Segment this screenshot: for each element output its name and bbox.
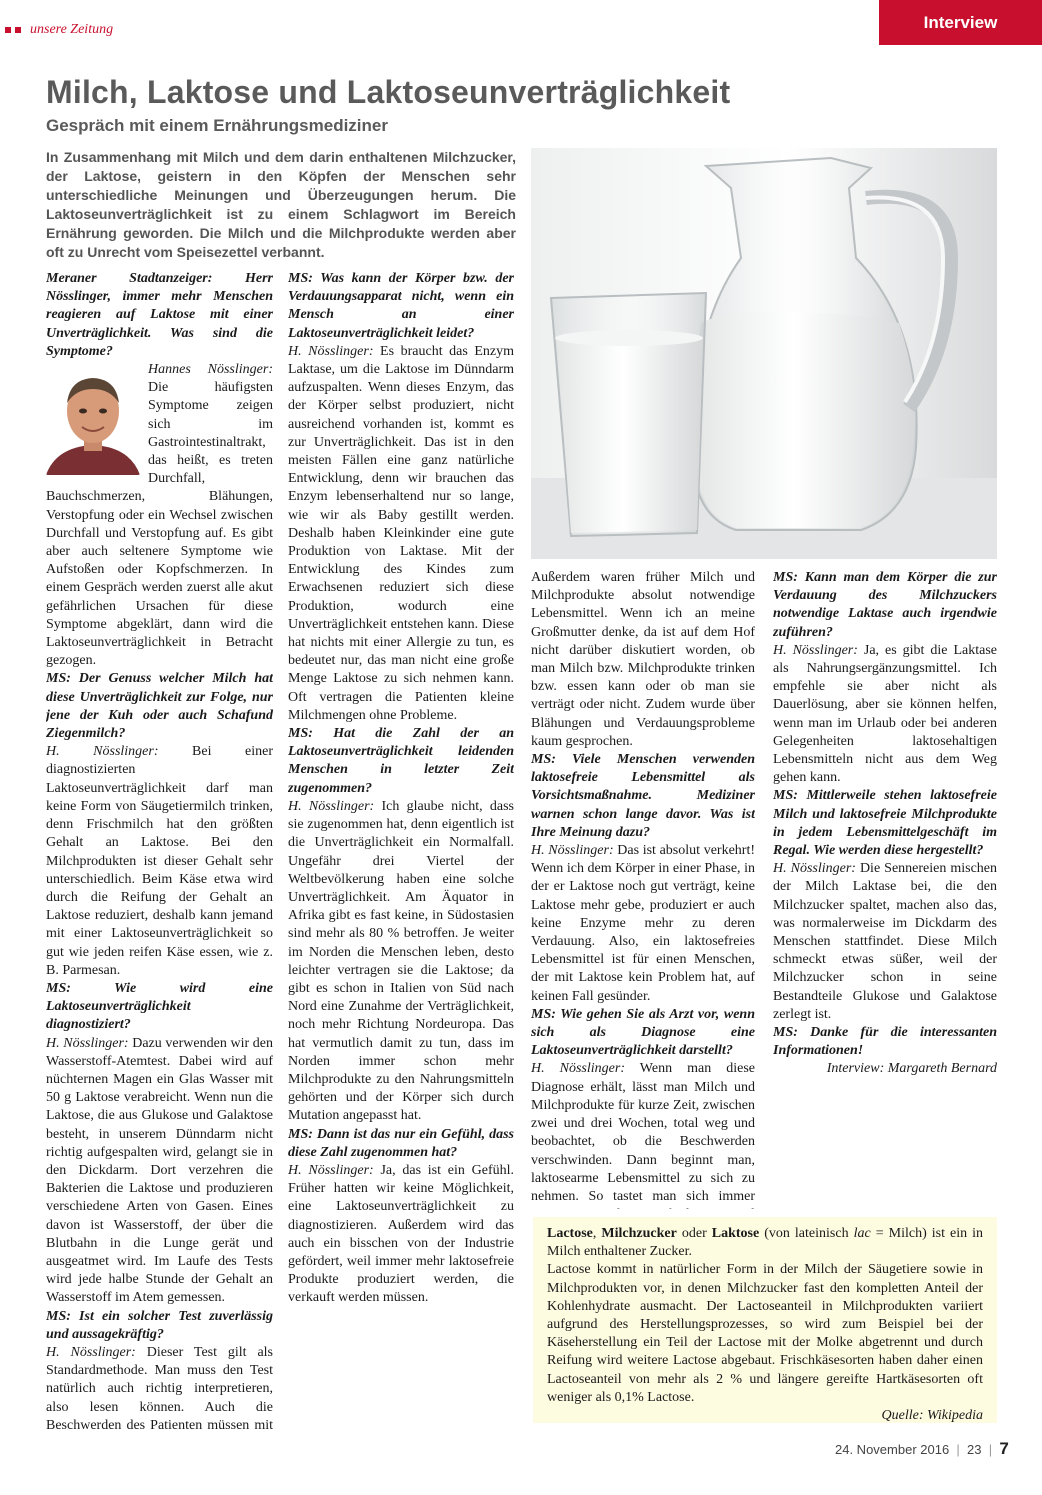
answer-text: Hannes Nösslinger: Die häufigsten Symptome zeigen sich im Gastrointestinaltrakt, das heißt, es treten Durchfall, Bauchschmerzen, Blähungen, Verstopfung oder ein Wechsel zwischen Durchfall und Verstopfung auf. Es gibt aber auch seltenere Symptome wie Aufstoßen oder Kopfschmerzen. In einem Gespräch werden zuerst alle akut gefährlichen Ursachen für diese Symptome abgeklärt, dann wird die Laktoseunverträglichkeit in Betracht gezogen.	[46, 362, 273, 669]
article-column-3	[531, 569, 755, 1209]
speaker-label: H. Nösslinger:	[46, 744, 159, 760]
info-definition: Lactose, Milchzucker oder Laktose (von lateinisch lac = Milch) ist ein in Milch enthaltener Zucker.	[547, 1226, 984, 1260]
answer-text: H. Nösslinger: Wenn man diese Diagnose erhält, lässt man Milch und Milchprodukte für kurze Zeit, zwischen zwei und drei Wochen, total weg und beobachtet, ob die Beschwerden verschwinden. Dann beginnt man, laktosearme Lebensmittel zu sich zu nehmen. So tastet man sich immer	[531, 1061, 755, 1204]
question-text: MS: Was kann der Körper bzw. der Verdauungsapparat nicht, wenn ein Mensch an einer Laktoseunverträglichkeit leidet?	[288, 271, 514, 341]
article-column-2	[288, 270, 514, 1435]
logo-square-icon	[5, 27, 11, 33]
answer-text: H. Nösslinger: Es braucht das Enzym Laktase, um die Laktose im Dünndarm aufzuspalten. Wenn dieses Enzym, das der Körper selbst produziert, nicht ausreichend vorhanden ist, kommt es zur Unverträglichkeit. Das ist in den meisten Fällen eine ganz natürliche Entwicklung, denn wir brauchen das Enzym lebenserhaltend nur so lange, wie wir als Baby gestillt werden. Deshalb haben Kleinkinder eine gute Produktion von Laktase. Mit der Entwicklung des Kindes zum Erwachsenen reduziert sich diese Produktion, wodurch eine Unverträglichkeit entstehen kann. Diese hat nichts mit einer Allergie zu tun, es bedeutet nur, das man nicht eine große Menge Laktose zu sich nehmen kann. Oft vertragen die Patienten kleine Milchmengen ohne Probleme.	[288, 343, 514, 723]
speaker-label: H. Nösslinger:	[46, 1344, 136, 1360]
info-source: Quelle: Wikipedia	[881, 1408, 983, 1424]
answer-text: H. Nösslinger: Das ist absolut verkehrt! Wenn ich dem Körper in einer Phase, in der er Laktose noch gut verträgt, keine Laktose mehr gebe, produziert er auch keine Enzyme mehr zu deren Verdauung. Also, ein laktosefreies Lebensmittel ist für einen Menschen, der mit Laktose kein Problem hat, auf keinen Fall gesünder.	[531, 843, 755, 1004]
milk-jug-photo	[531, 148, 997, 559]
answer-text: H. Nösslinger: Ich glaube nicht, dass sie zugenommen hat, denn eigentlich ist die Unverträglichkeit ein Normalfall. Ungefähr drei Viertel der Weltbevölkerung haben eine solche Unverträglichkeit. Am Äquator in Afrika gibt es fast keine, in Südostasien sind mehr als 80 % betroffen. Je weiter im Norden die Menschen leben, desto leichter vertragen sie die Laktose; da gibt es schon in Italien von Süd nach Nord eine Zunahme der Verträglichkeit, noch mehr Richtung Nordeuropa. Das hat vermutlich damit zu tun, dass im Norden immer schon mehr Milchprodukte zu den Nahrungsmitteln gehörten und der Körper sich durch Mutation angepasst hat.	[288, 798, 514, 1124]
question-text: MS: Viele Menschen verwenden laktosefreie Lebensmittel als Vorsichtsmaßnahme. Mediziner warnen schon lange davor. Was ist Ihre Meinung dazu?	[531, 752, 755, 840]
interviewee-portrait	[46, 365, 140, 475]
speaker-label: Hannes Nösslinger:	[148, 362, 273, 378]
page-footer: 24. November 2016 | 23 | 7	[835, 1439, 1009, 1458]
publication-logo	[5, 22, 113, 38]
info-body: Lactose kommt in natürlicher Form in der Milch der Säugetiere sowie in Milchprodukten vor, in denen Milchzucker fast den kompletten Anteil der Kohlenhydrate ausmacht. Der Lactoseanteil in Milchprodukten variiert aufgrund des Herstellungsprozesses, so wird zum Beispiel bei der Käseherstellung ein Teil der Lactose mit der Molke abgetrennt und durch Reifung wird weitere Lactose abgebaut. Frischkäsesorten haben daher einen Lactoseanteil von mehr als 2 % und längere gereifte Hartkäsesorten oft weniger als 0,1% Lactose.	[547, 1262, 983, 1405]
question-text: MS: Kann man dem Körper die zur Verdauung des Milchzuckers notwendige Laktase auch irgendwie zuführen?	[773, 570, 997, 640]
speaker-label: H. Nösslinger:	[288, 343, 374, 359]
answer-text: H. Nösslinger: Bei einer diagnostizierten Laktoseunverträglichkeit darf man keine Form von Säugetiermilch trinken, denn Frischmilch hat den größten Gehalt an Laktose. Bei den Milchprodukten ist dieser Gehalt sehr unterschiedlich. Beim Käse etwa wird durch die Reifung der Gehalt an Laktose reduziert, deshalb kann jemand mit einer Laktoseunverträglichkeit so gut wie jeden reifen Käse essen, wie z. B. Parmesan.	[46, 744, 273, 978]
question-text: MS: Wie gehen Sie als Arzt vor, wenn sich als Diagnose eine Laktoseunverträglichkeit darstellt?	[531, 1006, 755, 1059]
interview-credit: Interview: Margareth Bernard	[826, 1061, 997, 1077]
article-title: Milch, Laktose und Laktoseunverträglichkeit	[46, 74, 731, 110]
answer-text: H. Nösslinger: Ja, es gibt die Laktase als Nahrungsergänzungsmittel. Ich empfehle sie aber nicht als Dauerlösung, aber sie können helfen, wenn man im Urlaub oder bei anderen Gelegenheiten laktosehaltigen Lebensmitteln nicht aus dem Weg gehen kann.	[773, 642, 997, 786]
question-text: MS: Der Genuss welcher Milch hat diese Unverträglichkeit zur Folge, nur jene der Kuh oder auch Schafund Ziegenmilch?	[46, 671, 273, 742]
answer-text: H. Nösslinger: Dieser Test gilt als Standardmethode. Man muss den Test natürlich auch richtig interpretieren, also lesen können. Auch die Beschwerden des Patienten müssen mit	[46, 1344, 273, 1433]
question-text: MS: Hat die Zahl der an Laktoseunverträglichkeit leidenden Menschen in letzter Zeit zugenommen?	[288, 726, 514, 796]
paragraph-text: Außerdem waren früher Milch und Milchprodukte absolut notwendige Lebensmittel. Wenn ich an meine Großmutter denke, da ist auf dem Hof nicht darüber diskutiert worden, ob man Milch bzw. Milchprodukte trinken bzw. essen kann oder ob man sie verträgt oder nicht. Zudem wurde über Blähungen und Verdauungsprobleme kaum gesprochen.	[531, 570, 755, 749]
article-column-1	[46, 270, 273, 1435]
question-text: Meraner Stadtanzeiger: Herr Nösslinger, immer mehr Menschen reagieren auf Laktose mit einer Unverträglichkeit. Was sind die Symptome?	[46, 271, 273, 359]
speaker-label: H. Nösslinger:	[773, 642, 858, 658]
question-text: MS: Ist ein solcher Test zuverlässig und aussagekräftig?	[46, 1308, 273, 1342]
speaker-label: H. Nösslinger:	[46, 1035, 129, 1051]
speaker-label: H. Nösslinger:	[531, 843, 614, 859]
speaker-label: H. Nösslinger:	[773, 861, 856, 877]
logo-square-icon	[15, 27, 21, 33]
article-lead: In Zusammenhang mit Milch und dem darin enthaltenen Milchzucker, der Laktose, geistern in den Köpfen der Menschen sehr unterschiedliche Meinungen und Überzeugungen herum. Die Laktoseunverträglichkeit ist zu einem Schlagwort im Bereich Ernährung geworden. Die Milch und die Milchprodukte werden aber oft zu Unrecht vom Speisezettel verbannt.	[46, 149, 516, 260]
speaker-label: H. Nösslinger:	[288, 798, 375, 814]
issue-date: 24. November 2016	[835, 1442, 950, 1457]
speaker-label: H. Nösslinger:	[288, 1162, 374, 1178]
question-text: MS: Wie wird eine Laktoseunverträglichkeit diagnostiziert?	[46, 980, 273, 1033]
article-column-4	[773, 569, 997, 1209]
question-text: MS: Danke für die interessanten Informationen!	[773, 1025, 997, 1059]
lactose-info-box	[533, 1217, 997, 1423]
article-subtitle: Gespräch mit einem Ernährungsmediziner	[46, 116, 388, 135]
question-text: MS: Dann ist das nur ein Gefühl, dass diese Zahl zugenommen hat?	[288, 1126, 514, 1160]
question-text: MS: Mittlerweile stehen laktosefreie Milch und laktosefreie Milchprodukte in jedem Lebensmittelgeschäft im Regal. Wie werden diese hergestellt?	[773, 788, 997, 859]
page-number: 7	[999, 1439, 1009, 1458]
speaker-label: H. Nösslinger:	[531, 1061, 625, 1077]
answer-text: H. Nösslinger: Die Sennereien mischen der Milch Laktase bei, die den Milchzucker spaltet, machen also das, was normalerweise im Dickdarm des Menschen stattfindet. Diese Milch schmeckt etwas süßer, weil der Milchzucker schon in seine Bestandteile Glukose und Galaktose zerlegt ist.	[773, 861, 997, 1022]
answer-text: H. Nösslinger: Dazu verwenden wir den Wasserstoff-Atemtest. Dabei wird auf nüchternen Magen ein Glas Wasser mit 50 g Laktose verabreicht. Wenn nun die Laktose, die aus Glukose und Galaktose besteht, in unserem Dünndarm nicht richtig aufgespalten wird, gelangt sie in den Dickdarm. Dort verzehren die Bakterien die Laktose und produzieren verschiedene Arten von Gasen. Eines davon ist Wasserstoff, der über die Blutbahn in die Lunge gerät und ausgeatmet wird. Im Laufe des Tests wird jede halbe Stunde der Gehalt an Wasserstoff im Atem gemessen.	[46, 1035, 273, 1306]
issue-number: 23	[967, 1442, 982, 1457]
logo-text: unsere Zeitung	[30, 22, 114, 37]
answer-text: H. Nösslinger: Ja, das ist ein Gefühl. Früher hatten wir keine Möglichkeit, eine Laktoseunverträglichkeit zu diagnostizieren. Außerdem wird das auch ein bisschen von der Industrie gefördert, weil immer mehr laktosefreie Produkte produziert werden, die verkauft werden müssen.	[288, 1162, 514, 1306]
section-tab: Interview	[879, 0, 1042, 45]
